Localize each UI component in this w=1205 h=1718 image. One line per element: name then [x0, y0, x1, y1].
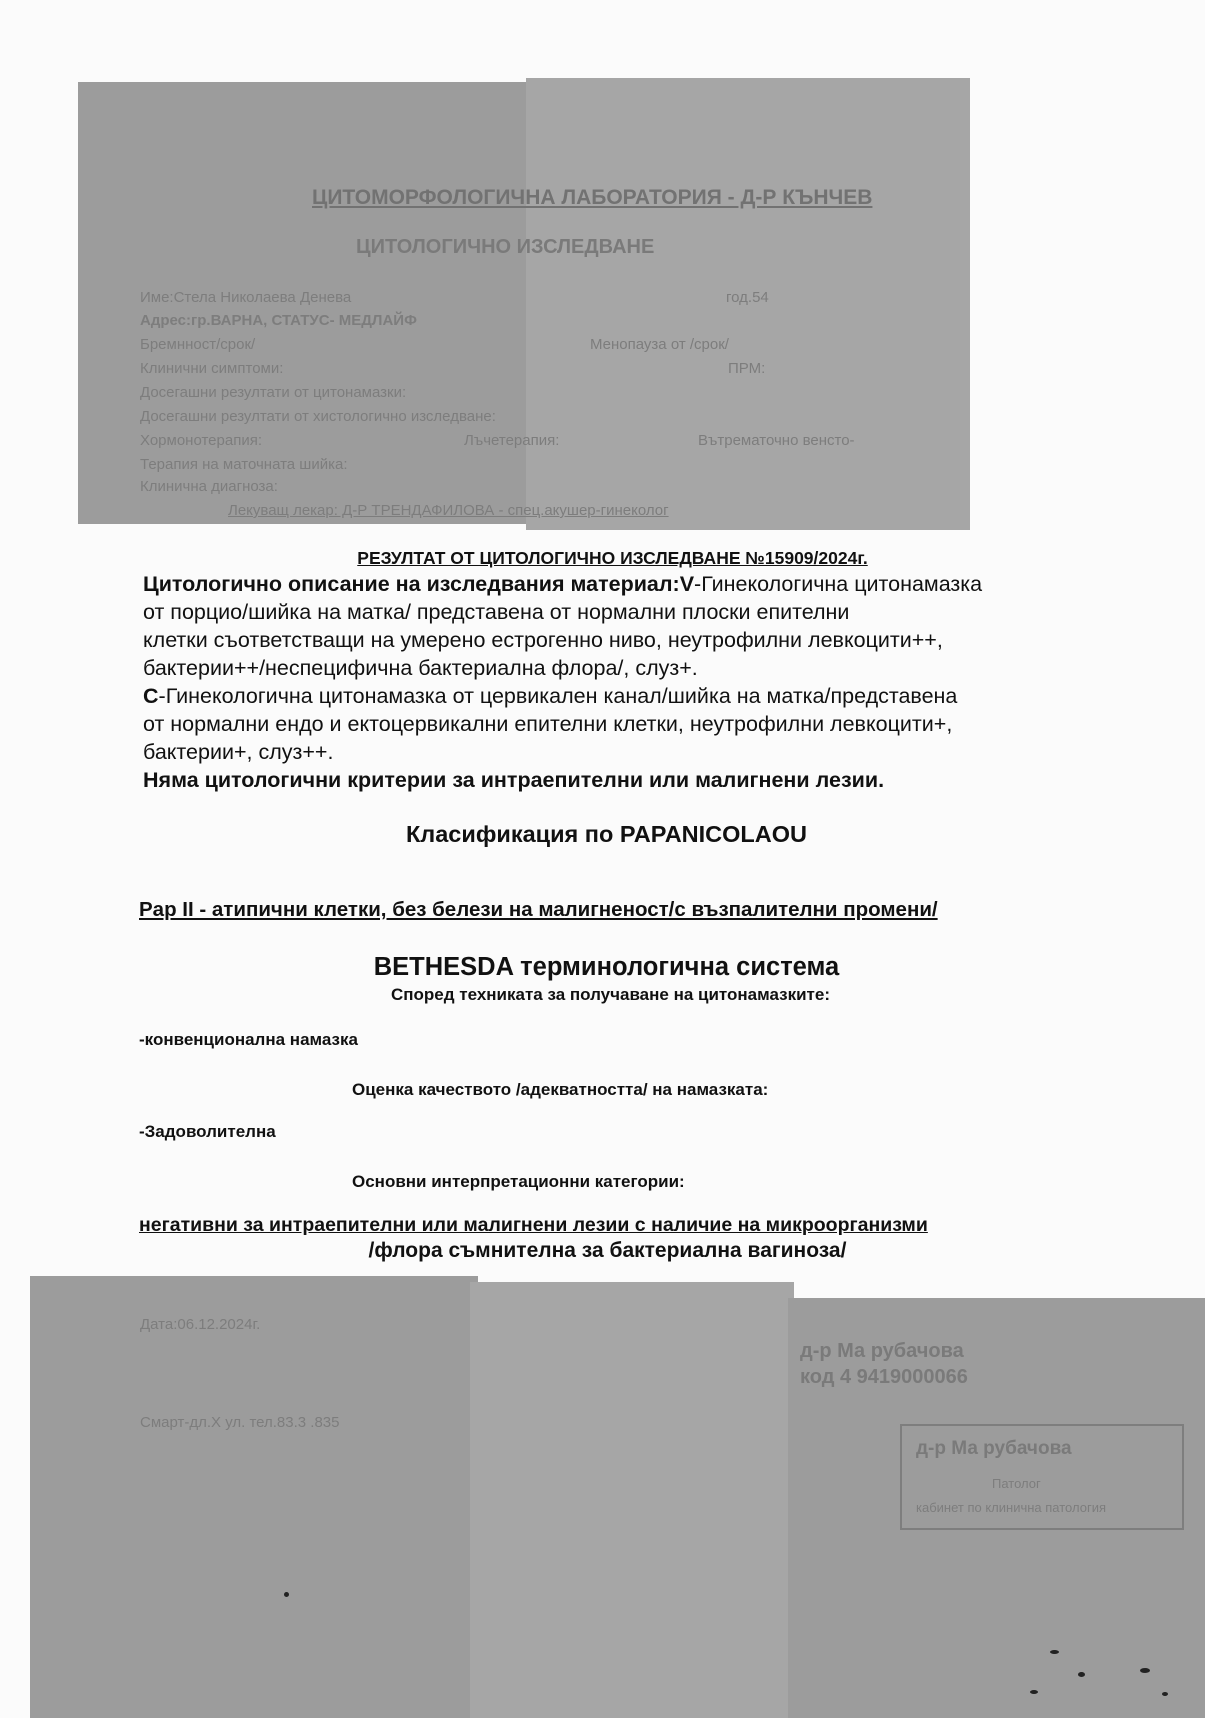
- ghost-row-left: Досегашни резултати от цитонамазки:: [140, 384, 407, 401]
- code-ghost: код 4 9419000066: [800, 1366, 968, 1388]
- redaction-block-bottom-left: [30, 1276, 478, 1718]
- category-line-1: негативни за интраепителни или малигнени лезии с наличие на микроорганизми: [139, 1214, 928, 1236]
- papanicolaou-value: Pap II - атипични клетки, без белези на малигненост/с възпалителни промени/: [139, 898, 938, 921]
- ghost-row-left: Адрес:гр.ВАРНА, СТАТУС- МЕДЛАЙФ: [140, 312, 417, 329]
- conclusion: Няма цитологични критерии за интраепителни или малигнени лезии.: [143, 768, 885, 792]
- v-line-3: клетки съответстващи на умерено естрогенно ниво, неутрофилни левкоцити++,: [143, 628, 943, 652]
- v-line-2: от порцио/шийка на матка/ представена от нормални плоски епителни: [143, 600, 850, 624]
- ghost-row-left: Бремнност/срок/: [140, 336, 256, 353]
- category-label: Основни интерпретационни категории:: [352, 1172, 685, 1191]
- ghost-row-right: ПРМ:: [728, 360, 766, 377]
- scan-speck: [1162, 1692, 1168, 1696]
- doctor-ghost: д-р Ма рубачова: [800, 1340, 964, 1362]
- bethesda-title: BETHESDA терминологична система: [373, 953, 840, 981]
- v-line-4: бактерии++/неспецифична бактериална флора/, слуз+.: [143, 656, 698, 680]
- ghost-row-left: Хормонотерапия:: [140, 432, 262, 449]
- scan-speck: [1030, 1690, 1038, 1694]
- technique-value: -конвенционална намазка: [139, 1030, 358, 1049]
- doc-title: ЦИТОЛОГИЧНО ИЗСЛЕДВАНЕ: [356, 236, 655, 258]
- quality-label: Оценка качеството /адекватността/ на намазката:: [352, 1080, 769, 1099]
- ghost-row-right: Менопауза от /срок/: [590, 336, 729, 353]
- stamp-line-3: кабинет по клинична патология: [916, 1500, 1106, 1515]
- description-line-1: [143, 571, 1183, 597]
- ghost-row-right: год.54: [726, 289, 769, 306]
- category-line-2: /флора съмнителна за бактериална вагиноза/: [368, 1239, 847, 1262]
- doctor-line: Лекуващ лекар: Д-Р ТРЕНДАФИЛОВА - спец.акушер-гинеколог: [228, 502, 669, 519]
- address-ghost: Смарт-дл.Х ул. тел.83.3 .835: [140, 1414, 340, 1431]
- description-label: Цитологично описание на изследвания материал:: [143, 572, 680, 596]
- doctor-stamp: [900, 1424, 1184, 1530]
- c-line-2: от нормални ендо и ектоцервикални епителни клетки, неутрофилни левкоцити+,: [143, 712, 953, 736]
- v-letter: V: [679, 572, 695, 596]
- date-ghost: Дата:06.12.2024г.: [140, 1316, 261, 1333]
- redaction-block-bottom-middle: [470, 1282, 794, 1718]
- ghost-row-right: Вътрематочно венсто-: [698, 432, 855, 449]
- scan-speck: [1140, 1668, 1150, 1673]
- c-line-1: -Гинекологична цитонамазка от цервикален канал/шийка на матка/представена: [158, 684, 958, 708]
- c-line-3: бактерии+, слуз++.: [143, 740, 334, 764]
- stamp-line-2: Патолог: [992, 1476, 1041, 1491]
- lab-name: ЦИТОМОРФОЛОГИЧНА ЛАБОРАТОРИЯ - Д-Р КЪНЧЕВ: [312, 186, 873, 209]
- ghost-row-left: Терапия на маточната шийка:: [140, 456, 348, 473]
- c-letter: С: [143, 684, 159, 708]
- v-line-1: -Гинекологична цитонамазка: [694, 572, 983, 596]
- scan-speck: [284, 1592, 289, 1597]
- scan-speck: [1078, 1672, 1085, 1677]
- papanicolaou-title: Класификация по PAPANICOLAOU: [405, 821, 808, 847]
- ghost-row-left: Досегашни резултати от хистологично изследване:: [140, 408, 496, 425]
- stamp-name: д-р Ма рубачова: [916, 1438, 1072, 1459]
- ghost-row-left: Клинични симптоми:: [140, 360, 284, 377]
- result-heading: РЕЗУЛТАТ ОТ ЦИТОЛОГИЧНО ИЗСЛЕДВАНЕ №15909/2024г.: [357, 548, 868, 568]
- ghost-row-mid: Лъчетерапия:: [464, 432, 560, 449]
- technique-label: Според техниката за получаване на цитонамазките:: [390, 985, 830, 1004]
- scan-speck: [1050, 1650, 1059, 1654]
- quality-value: -Задоволителна: [139, 1122, 276, 1141]
- ghost-row-left: Клинична диагноза:: [140, 478, 278, 495]
- c-line-1-row: [143, 683, 1183, 709]
- ghost-row-left: Име:Стела Николаева Денева: [140, 289, 352, 306]
